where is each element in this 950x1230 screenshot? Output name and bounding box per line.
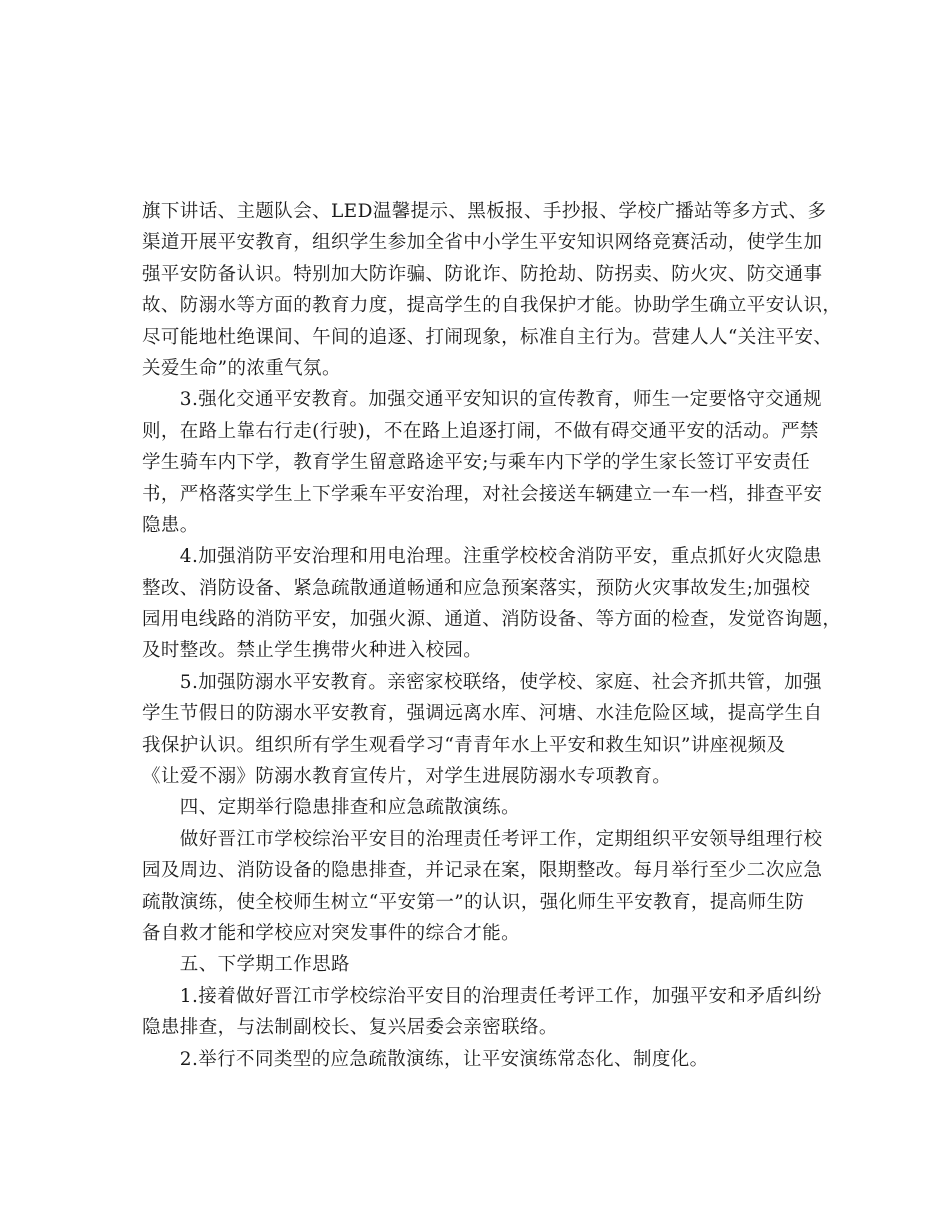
- text-line: 隐患排查，与法制副校长、复兴居委会亲密联络。: [142, 1017, 558, 1039]
- text-line: 故、防溺水等方面的教育力度，提高学生的自我保护才能。协助学生确立平安认识，: [142, 295, 842, 317]
- document-body: [142, 196, 842, 1075]
- text-line: 做好晋江市学校综治平安目的治理责任考评工作，定期组织平安领导组理行校: [142, 828, 823, 850]
- text-line: 渠道开展平安教育，组织学生参加全省中小学生平安知识网络竞赛活动，使学生加: [142, 232, 823, 254]
- text-line: 尽可能地杜绝课间、午间的追逐、打闹现象，标准自主行为。营建人人“关注平安、: [142, 326, 833, 348]
- text-line: 《让爱不溺》防溺水教育宣传片，对学生进展防溺水专项教育。: [142, 766, 672, 788]
- text-line: 书，严格落实学生上下学乘车平安治理，对社会接送车辆建立一车一档，排查平安: [142, 483, 823, 505]
- text-line: 备自救才能和学校应对突发事件的综合才能。: [142, 922, 521, 944]
- text-line: 则，在路上靠右行走(行驶)，不在路上追逐打闹，不做有碍交通平安的活动。严禁: [142, 420, 819, 442]
- text-line: 关爱生命”的浓重气氛。: [142, 357, 341, 379]
- text-line: 4.加强消防平安治理和用电治理。注重学校校舍消防平安，重点抓好火灾隐患: [142, 546, 822, 568]
- section-heading: 五、下学期工作思路: [142, 954, 350, 976]
- text-line: 2.举行不同类型的应急疏散演练，让平安演练常态化、制度化。: [142, 1048, 709, 1070]
- text-line: 园用电线路的消防平安，加强火源、通道、消防设备、等方面的检查，发觉咨询题，: [142, 609, 842, 631]
- text-line: 及时整改。禁止学生携带火种进入校园。: [142, 640, 483, 662]
- text-line: 学生骑车内下学，教育学生留意路途平安;与乘车内下学的学生家长签订平安责任: [142, 452, 811, 474]
- text-line: 强平安防备认识。特别加大防诈骗、防讹诈、防抢劫、防拐卖、防火灾、防交通事: [142, 263, 823, 285]
- text-line: 整改、消防设备、紧急疏散通道畅通和应急预案落实，预防火灾事故发生;加强校: [142, 577, 811, 599]
- text-line: 隐患。: [142, 514, 199, 536]
- section-heading: 四、定期举行隐患排查和应急疏散演练。: [142, 797, 521, 819]
- text-line: 3.强化交通平安教育。加强交通平安知识的宣传教育，师生一定要恪守交通规: [142, 389, 822, 411]
- text-line: 疏散演练，使全校师生树立“平安第一”的认识，强化师生平安教育，提高师生防: [142, 891, 805, 913]
- text-line: 我保护认识。组织所有学生观看学习“青青年水上平安和救生知识”讲座视频及: [142, 734, 786, 756]
- text-line: 旗下讲话、主题队会、LED温馨提示、黑板报、手抄报、学校广播站等多方式、多: [142, 201, 827, 222]
- text-line: 园及周边、消防设备的隐患排查，并记录在案，限期整改。每月举行至少二次应急: [142, 860, 823, 882]
- text-line: 学生节假日的防溺水平安教育，强调远离水库、河塘、水洼危险区域，提高学生自: [142, 703, 823, 725]
- text-line: 5.加强防溺水平安教育。亲密家校联络，使学校、家庭、社会齐抓共管，加强: [142, 671, 822, 693]
- text-line: 1.接着做好晋江市学校综治平安目的治理责任考评工作，加强平安和矛盾纠纷: [142, 985, 822, 1007]
